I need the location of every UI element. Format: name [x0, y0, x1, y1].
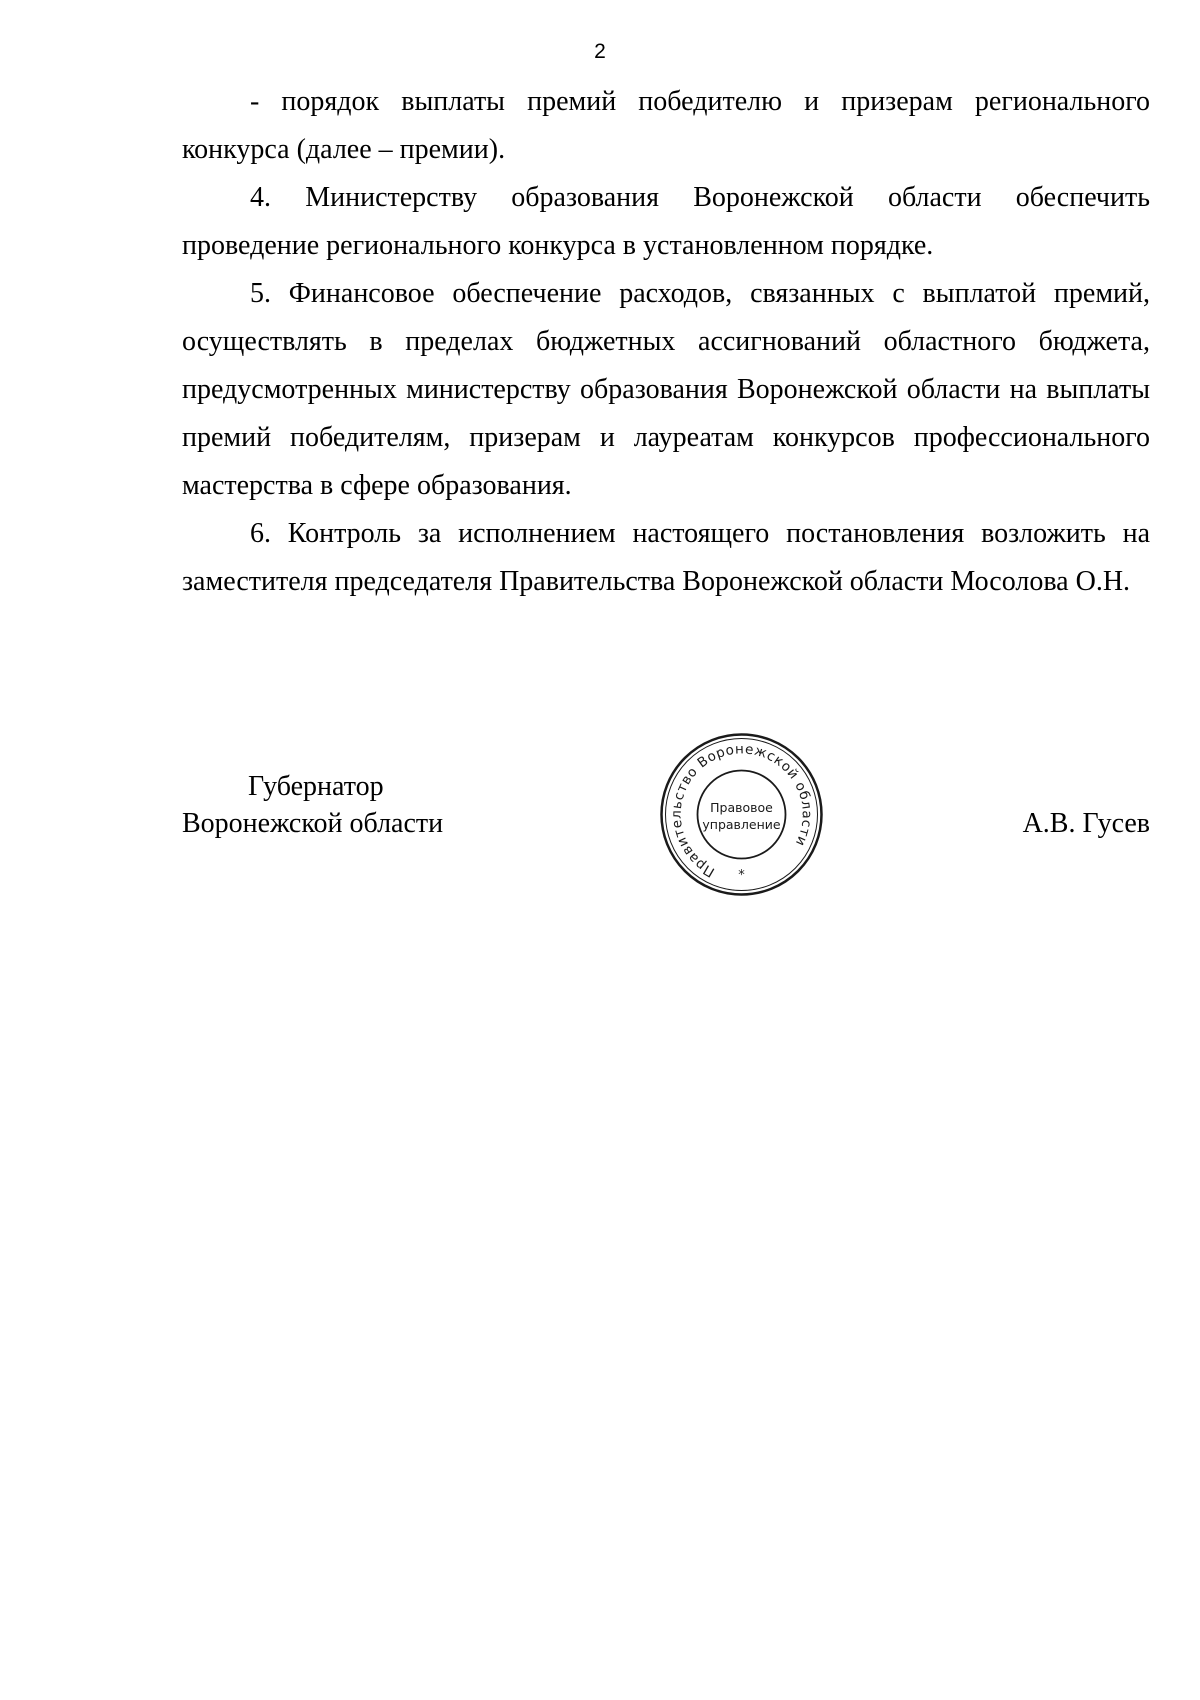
seal-center-line1: Правовое	[710, 800, 773, 815]
paragraph-4: 4. Министерству образования Воронежской области обеспечить проведение регионального конкурса в установленном порядке.	[182, 182, 1150, 261]
signatory-name: А.В. Гусев	[1022, 808, 1150, 839]
document-body	[182, 78, 1150, 606]
signatory-position	[182, 768, 443, 842]
seal-center-line2: управление	[702, 817, 781, 832]
signatory-region: Воронежской области	[182, 808, 444, 839]
paragraph-6: 6. Контроль за исполнением настоящего постановления возложить на заместителя председателя Правительства Воронежской области Мосолова О.Н.	[182, 518, 1150, 597]
svg-text:*: *	[738, 868, 745, 883]
page-number: 2	[594, 40, 606, 63]
paragraph-procedure: - порядок выплаты премий победителю и призерам регионального конкурса (далее – премии).	[182, 86, 1150, 165]
signatory-title: Губернатор	[248, 771, 384, 802]
paragraph-5: 5. Финансовое обеспечение расходов, связанных с выплатой премий, осуществлять в пределах бюджетных ассигнований областного бюджета, предусмотренных министерству образования Воронежской области на выплаты премий победителям, призерам и лауреатам конкурсов профессионального мастерства в сфере образования.	[182, 278, 1150, 501]
official-seal	[659, 732, 824, 897]
seal-ring-text: Правительство Воронежской области	[668, 741, 815, 881]
